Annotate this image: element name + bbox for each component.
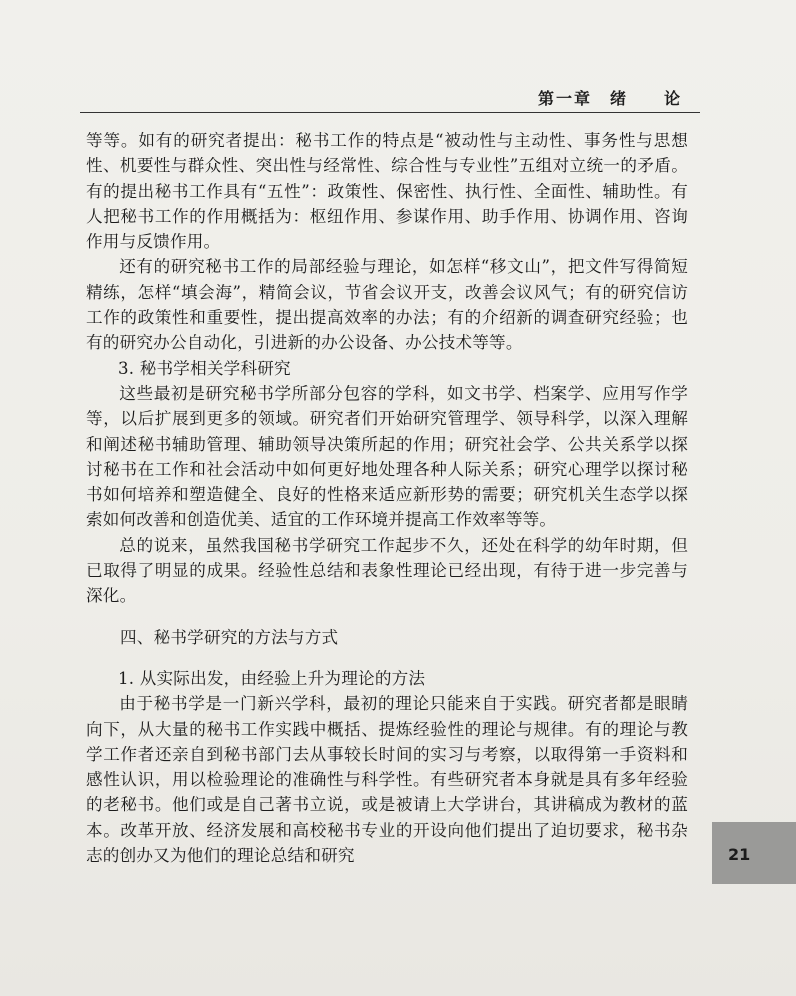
- subheading-related-disciplines: 3. 秘书学相关学科研究: [118, 358, 291, 378]
- paragraph-local-experience: 还有的研究秘书工作的局部经验与理论，如怎样“移文山”，把文件写得简短精练，怎样“填会海”，精简会议，节省会议开支，改善会议风气；有的研究信访工作的政策性和重要性，提出提高效率的办法；有的介绍新的调查研究经验；也有的研究办公自动化，引进新的办公设备、办公技术等等。: [86, 257, 688, 353]
- running-header: [80, 82, 700, 113]
- paragraph-practice-method: 由于秘书学是一门新兴学科，最初的理论只能来自于实践。研究者都是眼睛向下，从大量的秘书工作实践中概括、提炼经验性的理论与规律。有的理论与教学工作者还亲自到秘书部门去从事较长时间的实习与考察，以取得第一手资料和感性认识，用以检验理论的准确性与科学性。有些研究者本身就是具有多年经验的老秘书。他们或是自己著书立说，或是被请上大学讲台，其讲稿成为教材的蓝本。改革开放、经济发展和高校秘书专业的开设向他们提出了迫切要求，秘书杂志的创办又为他们的理论总结和研究: [86, 694, 688, 866]
- section-heading-methods: 四、秘书学研究的方法与方式: [120, 627, 339, 647]
- page-number-tab: [712, 822, 796, 884]
- paragraph-related-disciplines: 这些最初是研究秘书学所部分包容的学科，如文书学、档案学、应用写作学等，以后扩展到更多的领域。研究者们开始研究管理学、领导科学，以深入理解和阐述秘书辅助管理、辅助领导决策所起的作用；研究社会学、公共关系学以探讨秘书在工作和社会活动中如何更好地处理各种人际关系；研究心理学以探讨秘书如何培养和塑造健全、良好的性格来适应新形势的需要；研究机关生态学以探索如何改善和创造优美、适宜的工作环境并提高工作效率等等。: [86, 383, 688, 530]
- subheading-practice-method: 1. 从实际出发，由经验上升为理论的方法: [118, 668, 426, 688]
- body-text: [86, 128, 688, 868]
- paragraph-summary: 总的说来，虽然我国秘书学研究工作起步不久，还处在科学的幼年时期，但已取得了明显的成果。经验性总结和表象性理论已经出现，有待于进一步完善与深化。: [86, 535, 688, 606]
- paragraph-continuation: 等等。如有的研究者提出：秘书工作的特点是“被动性与主动性、事务性与思想性、机要性与群众性、突出性与经常性、综合性与专业性”五组对立统一的矛盾。有的提出秘书工作具有“五性”：政策性、保密性、执行性、全面性、辅助性。有人把秘书工作的作用概括为：枢纽作用、参谋作用、助手作用、协调作用、咨询作用与反馈作用。: [86, 131, 688, 252]
- page-number: 21: [728, 845, 751, 864]
- chapter-title: 第一章 绪 论: [537, 89, 682, 108]
